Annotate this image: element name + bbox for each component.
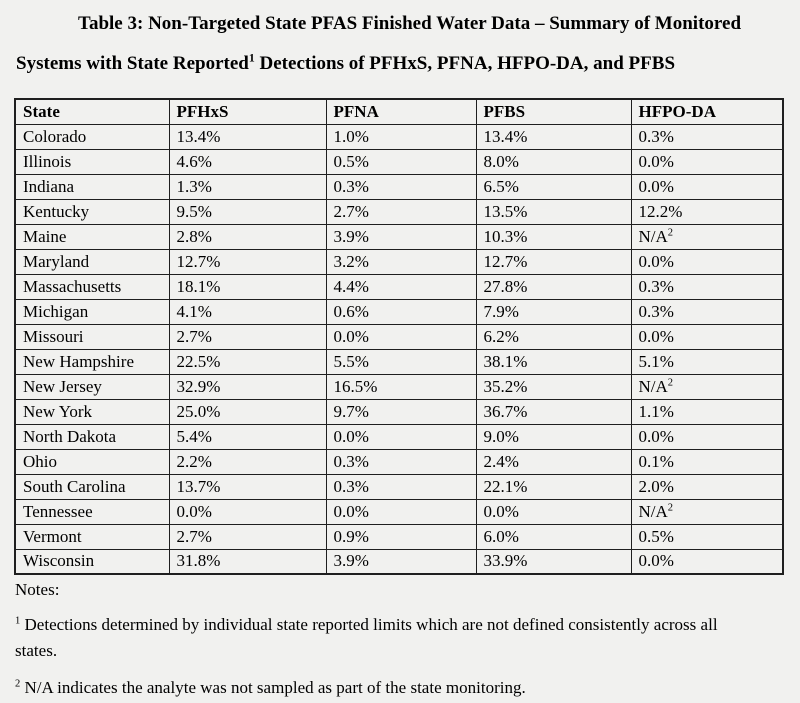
table-row — [15, 374, 783, 399]
value-cell: 0.0% — [631, 549, 783, 574]
state-cell: Vermont — [15, 524, 169, 549]
value-cell: 0.0% — [476, 499, 631, 524]
value-cell: 0.0% — [631, 249, 783, 274]
table-row — [15, 224, 783, 249]
state-cell: New Hampshire — [15, 349, 169, 374]
value-cell: 0.3% — [631, 274, 783, 299]
value-cell: 31.8% — [169, 549, 326, 574]
state-cell: Michigan — [15, 299, 169, 324]
value-cell: 5.5% — [326, 349, 476, 374]
value-cell: 9.7% — [326, 399, 476, 424]
table-row — [15, 524, 783, 549]
table-row — [15, 549, 783, 574]
table-header-row — [15, 99, 783, 124]
value-cell: 32.9% — [169, 374, 326, 399]
column-header-pfbs: PFBS — [476, 99, 631, 124]
value-cell: 1.3% — [169, 174, 326, 199]
column-header-state: State — [15, 99, 169, 124]
state-cell: Ohio — [15, 449, 169, 474]
state-cell: South Carolina — [15, 474, 169, 499]
table-row — [15, 174, 783, 199]
value-cell: 0.5% — [326, 149, 476, 174]
page-title-line1: Table 3: Non-Targeted State PFAS Finished Water Data – Summary of Monitored — [78, 13, 742, 34]
value-cell: 0.0% — [631, 149, 783, 174]
value-cell: 0.9% — [326, 524, 476, 549]
state-cell: Illinois — [15, 149, 169, 174]
state-cell: Kentucky — [15, 199, 169, 224]
value-cell: 12.7% — [476, 249, 631, 274]
state-cell: Tennessee — [15, 499, 169, 524]
value-cell: 2.0% — [631, 474, 783, 499]
table-row — [15, 149, 783, 174]
value-cell: 2.2% — [169, 449, 326, 474]
value-cell: 12.7% — [169, 249, 326, 274]
value-cell: 0.0% — [326, 324, 476, 349]
footnote-2: $^2$ N/A indicates the analyte was not sampled as part of the state monitoring. — [15, 678, 526, 697]
table-row — [15, 124, 783, 149]
value-cell: 16.5% — [326, 374, 476, 399]
value-cell: 13.4% — [169, 124, 326, 149]
state-cell: Colorado — [15, 124, 169, 149]
value-cell: 0.3% — [631, 124, 783, 149]
value-cell: 0.3% — [326, 174, 476, 199]
value-cell: 0.0% — [631, 324, 783, 349]
state-cell: Missouri — [15, 324, 169, 349]
value-cell: 6.0% — [476, 524, 631, 549]
value-cell: 36.7% — [476, 399, 631, 424]
value-cell: 0.0% — [631, 424, 783, 449]
table-row — [15, 299, 783, 324]
page-title — [16, 0, 784, 84]
value-cell: 5.4% — [169, 424, 326, 449]
value-cell: 18.1% — [169, 274, 326, 299]
column-header-pfna: PFNA — [326, 99, 476, 124]
value-cell: 1.1% — [631, 399, 783, 424]
table-row — [15, 424, 783, 449]
value-cell: 25.0% — [169, 399, 326, 424]
value-cell: 0.3% — [326, 474, 476, 499]
value-cell: 9.0% — [476, 424, 631, 449]
value-cell: 0.6% — [326, 299, 476, 324]
value-cell: 3.9% — [326, 549, 476, 574]
table-row — [15, 449, 783, 474]
value-cell: 3.9% — [326, 224, 476, 249]
value-cell: 13.5% — [476, 199, 631, 224]
value-cell: 4.4% — [326, 274, 476, 299]
value-cell: 10.3% — [476, 224, 631, 249]
pfas-detections-table — [14, 98, 784, 575]
value-cell: 12.2% — [631, 199, 783, 224]
value-cell: 2.7% — [169, 324, 326, 349]
value-cell: 6.2% — [476, 324, 631, 349]
value-cell: $N/A^2$ — [631, 224, 783, 249]
state-cell: Maine — [15, 224, 169, 249]
value-cell: 5.1% — [631, 349, 783, 374]
value-cell: 7.9% — [476, 299, 631, 324]
value-cell: 0.3% — [631, 299, 783, 324]
value-cell: 0.0% — [169, 499, 326, 524]
table-row — [15, 249, 783, 274]
value-cell: 2.7% — [169, 524, 326, 549]
value-cell: 33.9% — [476, 549, 631, 574]
value-cell: 8.0% — [476, 149, 631, 174]
value-cell: 0.1% — [631, 449, 783, 474]
value-cell: 13.4% — [476, 124, 631, 149]
value-cell: 13.7% — [169, 474, 326, 499]
column-header-hfpo-da: HFPO-DA — [631, 99, 783, 124]
footnote-1: $^1$ Detections determined by individual state reported limits which are not defined consistently across all states. — [15, 615, 718, 660]
state-cell: New York — [15, 399, 169, 424]
state-cell: New Jersey — [15, 374, 169, 399]
notes-label: Notes: — [15, 580, 60, 599]
value-cell: 0.0% — [631, 174, 783, 199]
value-cell: 9.5% — [169, 199, 326, 224]
table-row — [15, 399, 783, 424]
table-row — [15, 499, 783, 524]
table-row — [15, 274, 783, 299]
value-cell: 35.2% — [476, 374, 631, 399]
value-cell: 38.1% — [476, 349, 631, 374]
state-cell: North Dakota — [15, 424, 169, 449]
page-title-line2: Systems with State Reported$^1$ Detections of PFHxS, PFNA, HFPO-DA, and PFBS — [16, 51, 676, 74]
value-cell: 0.0% — [326, 499, 476, 524]
table-row — [15, 349, 783, 374]
value-cell: 0.0% — [326, 424, 476, 449]
value-cell: 0.3% — [326, 449, 476, 474]
state-cell: Massachusetts — [15, 274, 169, 299]
value-cell: 3.2% — [326, 249, 476, 274]
table-body — [15, 124, 783, 574]
column-header-pfhxs: PFHxS — [169, 99, 326, 124]
notes-section — [15, 579, 800, 701]
value-cell: 0.5% — [631, 524, 783, 549]
value-cell: 6.5% — [476, 174, 631, 199]
value-cell: 2.7% — [326, 199, 476, 224]
table-row — [15, 324, 783, 349]
state-cell: Wisconsin — [15, 549, 169, 574]
value-cell: 27.8% — [476, 274, 631, 299]
value-cell: 22.1% — [476, 474, 631, 499]
value-cell: 2.4% — [476, 449, 631, 474]
table-row — [15, 199, 783, 224]
value-cell: $N/A^2$ — [631, 374, 783, 399]
state-cell: Maryland — [15, 249, 169, 274]
value-cell: 4.6% — [169, 149, 326, 174]
value-cell: 4.1% — [169, 299, 326, 324]
value-cell: 1.0% — [326, 124, 476, 149]
value-cell: 22.5% — [169, 349, 326, 374]
table-row — [15, 474, 783, 499]
value-cell: 2.8% — [169, 224, 326, 249]
state-cell: Indiana — [15, 174, 169, 199]
value-cell: $N/A^2$ — [631, 499, 783, 524]
